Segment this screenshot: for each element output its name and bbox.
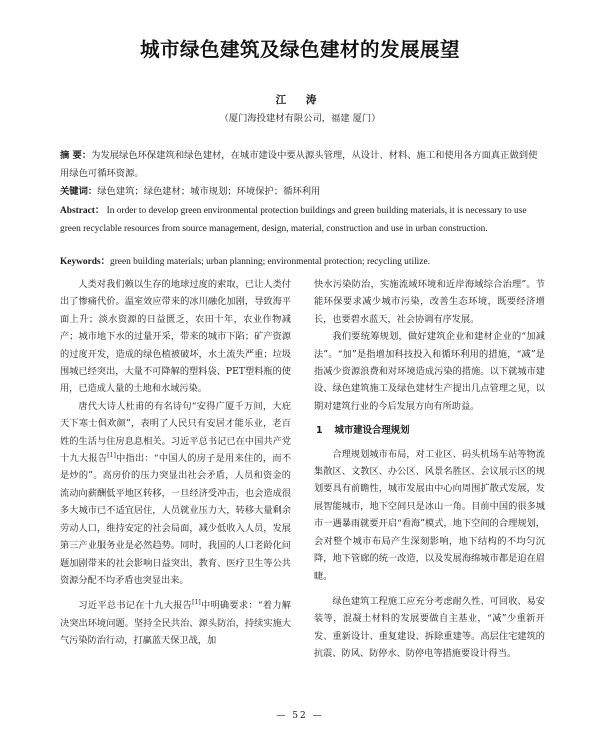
affiliation: （厦门海投建材有限公司，福建 厦门）: [219, 113, 381, 124]
abstract-cn-label: 摘 要：: [60, 150, 92, 161]
keywords-cn: [60, 183, 546, 201]
abstract-en-label: Abstract：: [60, 206, 105, 216]
author: 江 涛: [275, 94, 325, 106]
keywords-cn-text: 绿色建筑；绿色建材；城市规划；环境保护；循环利用: [97, 186, 321, 197]
citation: [1]: [107, 452, 116, 459]
keywords-en-label: Keywords：: [60, 257, 110, 267]
paragraph-text: 中指出：“中国人的房子是用来住的，而不是炒的”。高房价的压力突显出社会矛盾，人员和资金的流动向薪酬低平地区转移，一旦经济受冲击，也会造成很多大城市已不适宜居住，人员就业压力大，转移大量剩余劳动人口，维持安定的社会局面，减少低收入人员，发展第三产业服务业是必然趋势。同时，我国的人口老龄化问题加剧带来的社会影响日益突出，教育、医疗卫生等公共资源分配不均矛盾也突显出来。: [60, 453, 292, 586]
abstract-cn: [60, 147, 546, 182]
body-paragraph: 人类对我们赖以生存的地球过度的索取，已让人类付出了惨痛代价。温室效应带来的冰川融化加剧，导致海平面上升；淡水资源的日益匮乏，农田十年，农业作物减产；城市地下水的过量开采，带来的城市下陷；矿产资源的过度开发，造成的绿色植被破坏，水土流失严重；垃圾围城已经突出，大量不可降解的塑料袋、PET塑料瓶的使用，已造成人量的土地和水域污染。: [60, 279, 291, 395]
keywords-en-text: green building materials; urban planning; environmental protection; recycling utilize.: [110, 257, 430, 267]
abstract-en: [60, 203, 546, 238]
keywords-en: [60, 254, 546, 272]
body-paragraph: 合理规划城市布局，对工业区、码头机场车站等物流集散区、文教区、办公区、风景名胜区、会议展示区的规划要具有前瞻性，城市发展由中心向周围扩散式发展，发展智能城市，地下空间只是冰山一角。目前中国的很多城市一遇暴雨就要开启“看海”模式，地下空间的合理规划，会对整个城市布局产生深刻影响，地下结构的不均匀沉降，地下管廊的统一改造，以及发展海绵城市都是迫在眉睫。: [314, 448, 545, 582]
section-heading: [314, 422, 545, 439]
left-column: [60, 276, 291, 650]
citation: [1]: [192, 599, 201, 607]
body-paragraph: 快水污染防治，实施流域环境和近岸海域综合治理”。节能环保要求减少城市污染，改善生态环境，既要经济增长，也要碧水蓝天，社会协调有序发展。: [314, 279, 545, 325]
section-number: 1: [316, 425, 323, 437]
section-title: 城市建设合理规划: [334, 425, 410, 437]
paragraph-text: 习近平总书记在十九大报告: [78, 600, 193, 612]
abstract-en-text: In order to develop green environmental protection buildings and green building materials, it is necessary to use green recyclable resources from source management, design, material, construction and use in urban construction.: [60, 206, 527, 234]
body-paragraph: [60, 597, 291, 649]
body-paragraph: 我们要统筹规划，做好建筑企业和建材企业的“加减法”。“加”是指增加科技投入和循环利用的措施，“减”是指减少资源浪费和对环境造成污染的措施。以下就城市建设、绿色建筑施工及绿色建材生产提出几点管理之见，以期对建筑行业的今后发展方向有所助益。: [314, 331, 545, 412]
paragraph-text: 唐代大诗人杜甫的有名诗句“安得广厦千万间，大庇天下寒士俱欢颜”，表明了人民只有安居才能乐业，老百姓的生活与住房息息相关。习近平总书记已在中国共产党十九大报告: [60, 400, 291, 465]
body-paragraph: [60, 398, 291, 589]
page-title: 城市绿色建筑及绿色建材的发展展望: [139, 38, 460, 61]
right-column: [314, 276, 545, 663]
body-paragraph: 绿色建筑工程施工应充分考虑耐久性、可回收、易安装等，混凝土材料的发展要做自主基业，“减”少重新开发、重新设计、重复建设、拆除重建等。高层住宅建筑的抗震、防风、防停水、防停电等措施要设计得当。: [314, 595, 545, 660]
abstract-cn-text: 为发展绿色环保建筑和绿色建材，在城市建设中要从源头管理，从设计、材料、施工和使用各方面真正做到使用绿色可循环资源。: [60, 150, 538, 179]
paragraph-text: 中明确要求：“着力解决突出环境问题。坚持全民共治、源头防治，持续实施大气污染防治行动，打赢蓝天保卫战，加: [60, 600, 291, 647]
page-number: — 52 —: [276, 711, 324, 721]
keywords-cn-label: 关键词：: [60, 186, 98, 197]
